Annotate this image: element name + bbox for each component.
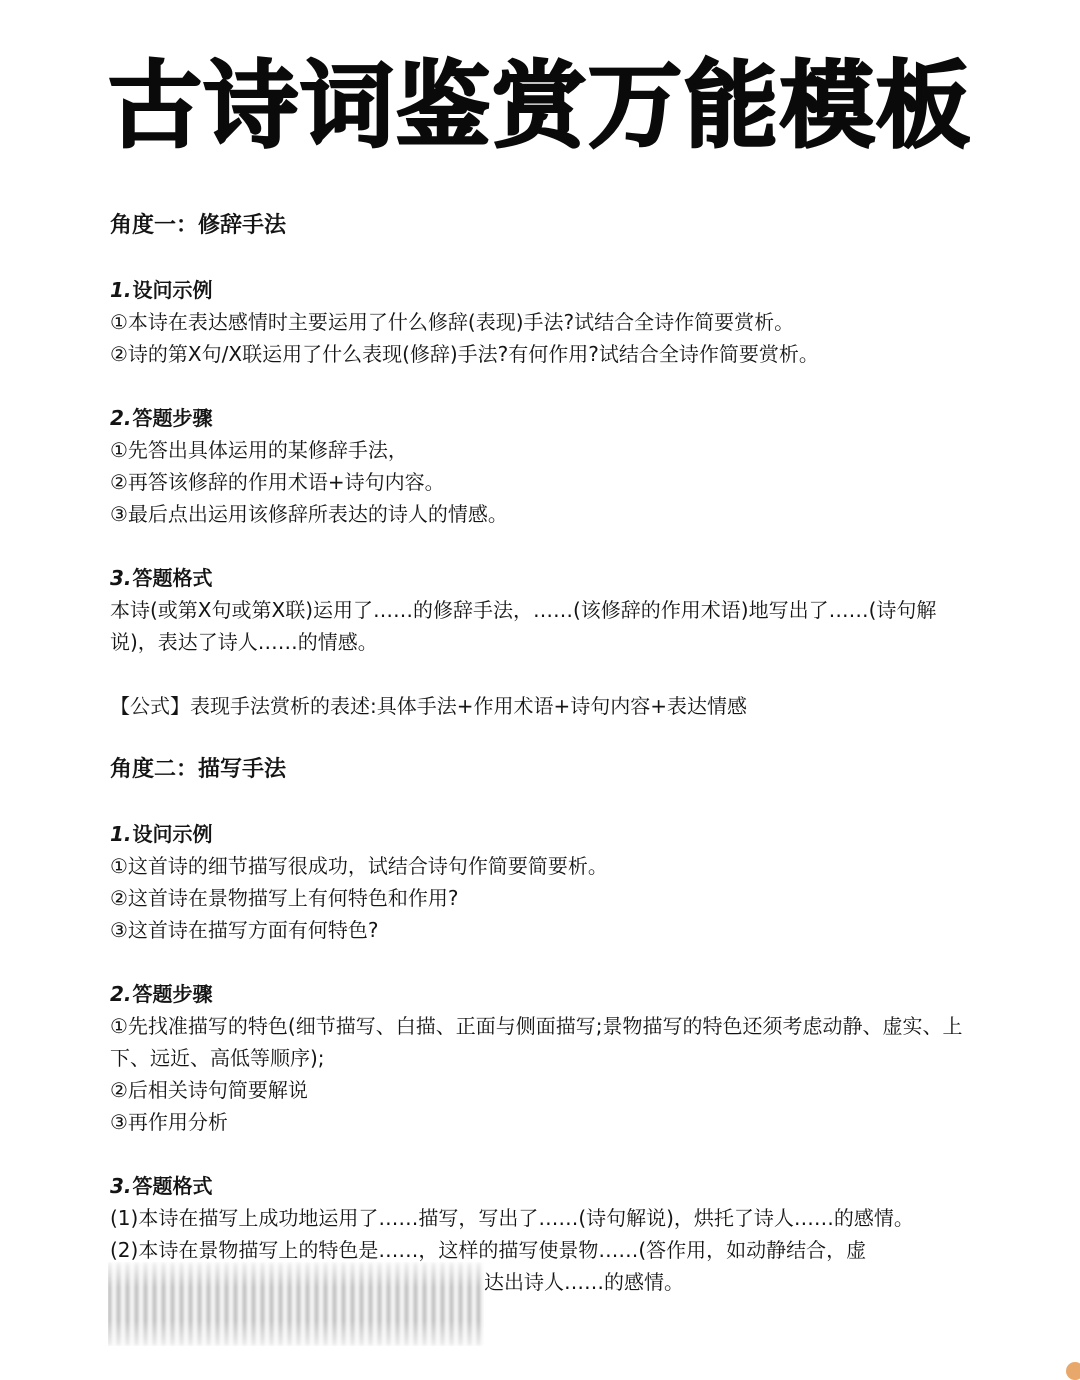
- question-examples-block: [110, 274, 990, 370]
- subheading-text: 答题格式: [132, 566, 213, 590]
- corner-badge-icon: [1066, 1362, 1080, 1380]
- subheading: [110, 562, 990, 594]
- text-line: (2)本诗在景物描写上的特色是……，这样的描写使景物……(答作用，如动静结合，虚: [110, 1238, 867, 1262]
- answer-steps-block: [110, 402, 990, 530]
- subheading-number: 1.: [110, 822, 132, 846]
- text-line: ②再答该修辞的作用术语+诗句内容。: [110, 470, 445, 494]
- text-paragraph: (1)本诗在描写上成功地运用了……描写，写出了……(诗句解说)，烘托了诗人……的感情。: [110, 1206, 914, 1230]
- subheading-text: 答题步骤: [132, 406, 213, 430]
- page-title: 古诗词鉴赏万能模板: [107, 52, 972, 161]
- subheading-number: 2.: [110, 982, 132, 1006]
- question-examples-block: [110, 818, 990, 946]
- text-line: ②后相关诗句简要解说: [110, 1078, 308, 1102]
- subheading-number: 3.: [110, 566, 132, 590]
- subheading: [110, 1170, 990, 1202]
- subheading: [110, 818, 990, 850]
- formula-line: 【公式】表现手法赏析的表述:具体手法+作用术语+诗句内容+表达情感: [110, 694, 748, 718]
- subheading-text: 答题格式: [132, 1174, 213, 1198]
- subheading: [110, 978, 990, 1010]
- subheading-number: 2.: [110, 406, 132, 430]
- blurred-watermark-overlay: [108, 1262, 484, 1346]
- section-heading: 角度一：修辞手法: [110, 213, 287, 238]
- answer-steps-block: [110, 978, 990, 1138]
- subheading-text: 答题步骤: [132, 982, 213, 1006]
- subheading-number: 3.: [110, 1174, 132, 1198]
- text-line: ③这首诗在描写方面有何特色?: [110, 918, 379, 942]
- document-body: [110, 210, 990, 1330]
- text-paragraph: ①先找准描写的特色(细节描写、白描、正面与侧面描写;景物描写的特色还须考虑动静、虚实、上下、远近、高低等顺序);: [110, 1014, 963, 1070]
- subheading: [110, 402, 990, 434]
- text-line: ③最后点出运用该修辞所表达的诗人的情感。: [110, 502, 508, 526]
- text-line: ①先答出具体运用的某修辞手法，: [110, 438, 408, 462]
- text-paragraph: 本诗(或第X句或第X联)运用了……的修辞手法，……(该修辞的作用术语)地写出了……(诗句解说)，表达了诗人……的情感。: [110, 598, 937, 654]
- text-line: ②这首诗在景物描写上有何特色和作用?: [110, 886, 459, 910]
- text-line: ③再作用分析: [110, 1110, 228, 1134]
- answer-format-block: [110, 562, 990, 658]
- subheading-text: 设问示例: [132, 278, 213, 302]
- subheading: [110, 274, 990, 306]
- text-line: ②诗的第X句/X联运用了什么表现(修辞)手法?有何作用?试结合全诗作简要赏析。: [110, 342, 819, 366]
- text-line: 达出诗人……的感情。: [484, 1270, 684, 1294]
- text-line: ①这首诗的细节描写很成功，试结合诗句作简要简要析。: [110, 854, 608, 878]
- section-heading: 角度二：描写手法: [110, 757, 287, 782]
- text-line: ①本诗在表达感情时主要运用了什么修辞(表现)手法?试结合全诗作简要赏析。: [110, 310, 795, 334]
- subheading-text: 设问示例: [132, 822, 213, 846]
- subheading-number: 1.: [110, 278, 132, 302]
